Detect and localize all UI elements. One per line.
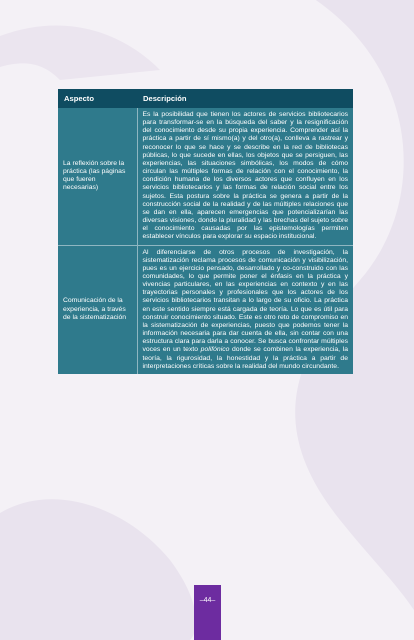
table-row	[58, 108, 353, 245]
description-cell	[137, 245, 353, 374]
page-number-tab	[194, 585, 221, 640]
header-aspecto: Aspecto	[58, 89, 137, 108]
table-row	[58, 245, 353, 374]
description-cell: Es la posibilidad que tienen los actores de servicios bibliotecarios para transformar-se en la búsqueda del saber y la resignificación del conocimiento desde su propia experiencia. Comprender así la práctica a partir de sí mismo(a) y del otro(a), conlleva a rastrear y reconocer lo que se hace y se describe en la red de bibliotecas públicas, lo que sucede en ellas, los objetos que se persiguen, las experiencias, las situaciones simbólicas, los modos de cómo circulan las múltiples formas de relación con el conocimiento, la condición humana de los diversos actores que confluyen en los servicios bibliotecarios y las formas de relación social entre los sujetos. Esta postura sobre la práctica se genera a partir de la construcción social de la realidad y de las múltiples relaciones que se dan en ella, aparecen emergencias que potencializarían las diversas visiones, donde la pluralidad y las brechas del sujeto sobre el conocimiento causadas por las epistemologías permiten establecer vínculos para explorar su espacio institucional.	[137, 108, 353, 245]
description-text: Al diferenciarse de otros procesos de investigación, la sistematización reclama procesos de comunicación y visibilización, pues es un ejercicio pensado, desarrollado y co-construido con las comunidades, lo que permite poner el énfasis en la práctica y vivencias particulares, en las experiencias en contexto y en las trayectorias personales y profesionales que los actores de los servicios bibliotecarios transitan a lo largo de su oficio. La práctica en este sentido siempre está cargada de teoría. Lo que es útil para construir conocimiento situado. Este es otro reto de compromiso en la sistematización de experiencias, puesto que podemos tener la información necesaria para dar cuenta de ella, sin contar con una estructura clara para darla a conocer. Se busca confrontar múltiples voces en un texto	[142, 248, 348, 354]
aspect-cell: Comunicación de la experiencia, a través de la sistematización	[58, 245, 137, 374]
description-text: donde se combinen la experiencia, la teoría, la rigurosidad, la honestidad y la práctica a partir de interpretaciones críticas sobre la realidad del mundo circundante.	[142, 346, 348, 370]
aspect-cell: La reflexión sobre la práctica (las páginas que fueren necesarias)	[58, 108, 137, 245]
description-italic-word: polifónico	[200, 346, 230, 354]
page-number: –44–	[199, 597, 216, 604]
header-descripcion: Descripción	[137, 89, 353, 108]
description-table	[58, 89, 353, 374]
table-header-row	[58, 89, 353, 108]
